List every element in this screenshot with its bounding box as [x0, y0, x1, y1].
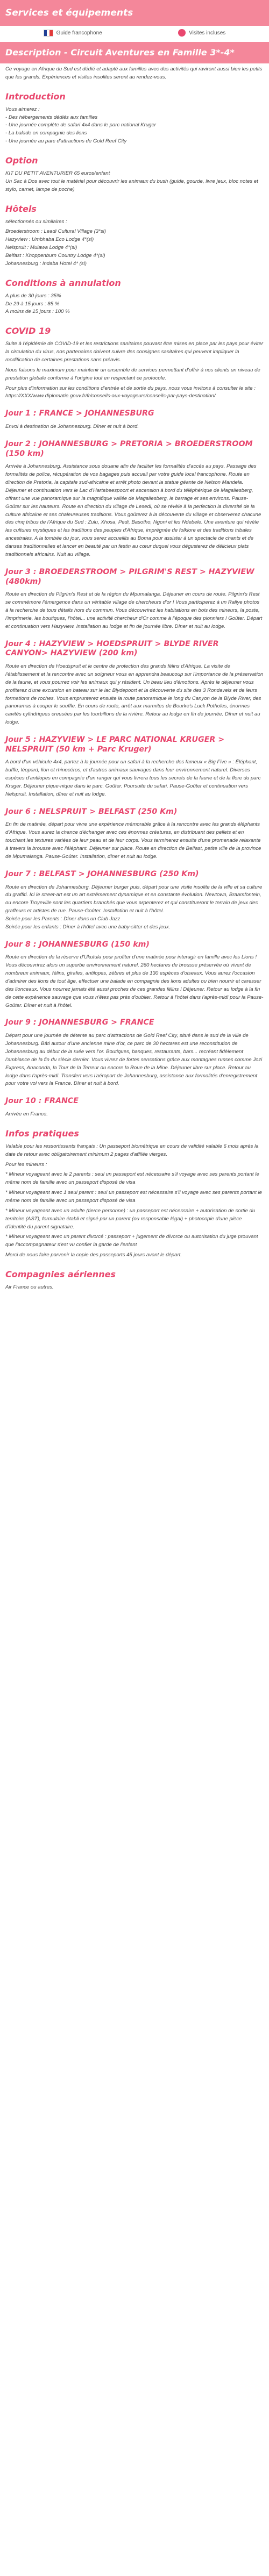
covid-section — [0, 326, 269, 400]
day-title: Jour 10 : FRANCE — [5, 1097, 79, 1106]
hotel-line: Hazyview : Umbhaba Eco Lodge 4*(sl) — [5, 237, 94, 243]
day-5 — [0, 735, 269, 799]
guide-label: Guide francophone — [56, 30, 102, 36]
day-title: Jour 6 : NELSPRUIT > BELFAST (250 Km) — [5, 807, 178, 816]
hotels-intro: sélectionnés ou similaires : — [5, 218, 67, 225]
introduction-section — [0, 91, 269, 146]
conditions-section — [0, 278, 269, 317]
day-text: Arrivée à Johannesburg. Assistance sous douane afin de faciliter les formalités d'accès au pays. Passage des formalités de police, récupération de vos bagages puis accueil par votre guide local francophone. Route en direction de Pretoria, la capitale sud-africaine et arrêt photo devant la statue géante de Nelson Mandela. Déjeuner et continuation vers le Lac d'Hartebeespoort et ascension à bord du téléphérique de Magaliesberg, offrant une vue panoramique sur la magnifique vallée de Magaliesberg, le barrage et ses environs. Pause-Goûter sur les hauteurs. Route en direction du village de Lesedi, où se révèle à la perfection la diversité de la culture africaine et ses chaleureuses traditions. Vous goûterez à la découverte du village et observerez chacune des cinq tribus de l'Afrique du Sud : Zulu, Xhosa, Pedi, Basotho, Ngoni et les Ndebele. Une aventure qui révèle les cultures mystiques et les traditions des peuples d'Afrique, imprégnée de folklore et des traditions tribales ancestrales. A la tombée du jour, vous serez accueillis au Boma pour assister à un spectacle de chants et de danses traditionnelles et lancer en beauté par un festin au cœur duquel vous dégusterez de délicieux plats traditionnels africains. Nuit au village. — [5, 463, 261, 557]
day-text: Arrivée en France. — [5, 1111, 48, 1117]
day-text: Départ pour une journée de détente au parc d'attractions de Gold Reef City, situé dans le sud de la ville de Johannesburg. Bâti autour d'une ancienne mine d'or, ce parc de 30 hectares est une reconstitution de Johannesburg au début de la ruée vers l'or. Boutiques, banques, restaurants, bars... recréant fidèlement l'ambiance de la fin du siècle dernier. Vous vivrez de fortes sensations grâce aux montagnes russes comme Jozi Express, Anaconda, la Tour de la Terreur ou encore la Roue de la Mine. Déjeuner libre sur place. Retour au lodge dans l'après-midi. Transfert vers l'aéroport de Johannesburg, assistance aux formalités d'enregistrement pour votre vol vers la France. Dîner et nuit à bord. — [5, 1033, 263, 1087]
day-1 — [0, 409, 269, 431]
formalities-section — [0, 1128, 269, 1260]
intro-line: - Des hébergements dédiés aux familles — [5, 114, 98, 120]
intro-line: - La balade en compagnie des lions — [5, 130, 87, 137]
hotels-section — [0, 204, 269, 268]
formalities-paragraph: * Mineur voyageant avec un parent divorcé : passeport + jugement de divorce ou autorisation du juge prouvant que l'accompagnateur s'est vu confier la garde de l'enfant — [5, 1234, 258, 1248]
day-7 — [0, 870, 269, 932]
day-10 — [0, 1097, 269, 1119]
day-title: Jour 7 : BELFAST > JOHANNESBURG (250 Km) — [5, 869, 199, 878]
day-text: Route en direction de Pilgrim's Rest et de la région du Mpumalanga. Déjeuner en cours de route. Pilgrim's Rest se commémore l'émergence dans un véritable village de chercheurs d'or ! Vous participerez à un Rallye photos à la recherche de tous détails hors du commun. Vous découvrirez les habitations en bois des mineurs, la poste, l'imprimerie, les boutiques, l'hôtel... une activité chercheur d'Or comme à l'époque des pionniers ! Goûter. Départ et continuation vers Hazyview. Installation au lodge et fin de journée libre. Dîner et nuit au lodge. — [5, 591, 263, 629]
formalities-paragraph: * Mineur voyageant avec un adulte (tierce personne) : un passeport est nécessaire + autorisation de sortie du territoire (AST), formulaire établi et signé par un parent (ou responsable légal) + photocopie d'une pièce d'identité du parent signataire. — [5, 1207, 256, 1230]
guide-item — [44, 29, 102, 37]
formalities-paragraph: Merci de nous faire parvenir la copie des passeports 45 jours avant le départ. — [5, 1252, 182, 1258]
day-title: Jour 8 : JOHANNESBURG (150 km) — [5, 940, 150, 949]
day-title: Jour 5 : HAZYVIEW > LE PARC NATIONAL KRUGER > NELSPRUIT (50 km + Parc Kruger) — [5, 735, 225, 754]
formalities-paragraph: Pour les mineurs : — [5, 1161, 47, 1168]
hotel-line: Belfast : Khoppenburn Country Lodge 4*(sl) — [5, 253, 105, 259]
day-text: Envol à destination de Johannesburg. Dîner et nuit à bord. — [5, 424, 139, 430]
day-3 — [0, 568, 269, 631]
day-2 — [0, 440, 269, 559]
formalities-paragraph: * Mineur voyageant avec 1 seul parent : seul un passeport est nécessaire s'il voyage avec ses parents portant le même nom de famille avec un passeport disposé de visa — [5, 1190, 262, 1204]
covid-paragraph: Pour plus d'information sur les conditions d'entrée et de sortie du pays, nous vous invitons à consulter le site : https://XXX/www.diplomatie.gouv.fr/fr/conseils-aux-voyageurs/conseils-par-pays-destination/ — [5, 385, 256, 399]
conditions-heading: Conditions à annulation — [5, 277, 121, 288]
intro-line: - Une journée au parc d'attractions de Gold Reef City — [5, 138, 127, 145]
description-banner: Description - Circuit Aventures en Famille 3*-4* — [0, 42, 269, 63]
hotels-heading: Hôtels — [5, 203, 37, 214]
france-flag-icon — [44, 30, 53, 37]
option-heading: Option — [5, 155, 38, 166]
hotel-line: Johannesburg : Indaba Hotel 4* (sl) — [5, 260, 87, 267]
airlines-section — [0, 1269, 269, 1292]
intro-text: Ce voyage en Afrique du Sud est dédié et adapté aux familles avec des activités qui raviront aussi bien les petits que les grands. Expériences et visites insolites seront au rendez-vous. — [5, 66, 263, 80]
day-text: Route en direction de Johannesburg. Déjeuner burger puis, départ pour une visite insolite de la ville et sa culture du graffiti. Ici le street-art est un art extrêmement dynamique et en constante évolution. Newtown, Braamfontein, ou encore Troyeville sont les quartiers branchés que vous arpenterez et qui constitueront le terrain de jeux des graffeurs et artistes de rue. Pause-Goûter. Installation et nuit à l'hôtel. Soirée pour les Parents : Dîner dans un Club Jazz Soirée pour les enfants : Dîner à l'hôtel avec une baby-sitter et des jeux. — [5, 884, 263, 930]
day-title: Jour 1 : FRANCE > JOHANNESBURG — [5, 409, 154, 418]
formalities-paragraph: Valable pour les ressortissants français : Un passeport biométrique en cours de validité valable 6 mois après la date de retour avec obligatoirement minimum 2 pages d'affilée vierges. — [5, 1143, 259, 1157]
covid-paragraph: Suite à l'épidémie de COVID-19 et les restrictions sanitaires pouvant être mises en place par les pays pour éviter la circulation du virus, nos partenaires doivent suivre des consignes sanitaires qui peuvent impliquer la modification de certaines prestations sans préavis. — [5, 341, 264, 363]
day-8 — [0, 940, 269, 1010]
intro-line: Vous aimerez : — [5, 106, 40, 112]
intro-line: - Une journée complète de safari 4x4 dans le parc national Kruger — [5, 122, 156, 128]
intro-section — [0, 66, 269, 82]
day-title: Jour 2 : JOHANNESBURG > PRETORIA > BROEDERSTROOM (150 km) — [5, 439, 253, 458]
day-text: A bord d'un véhicule 4x4, partez à la journée pour un safari à la recherche des fameux « Big Five » : Éléphant, buffle, léopard, lion et rhinocéros, et d'autres animaux sauvages dans leur environnement naturel. Diverses espèces d'antilopes en compagnie d'un ranger qui vous livrera tous les secrets de la faune et de la flore du parc Kruger. Déjeuner pique-nique dans le parc. Goûter. Poursuite du safari. Pause-Goûter et continuation vers Nelspruit. Installation, dîner et nuit au lodge. — [5, 759, 261, 797]
day-text: Route en direction de Hoedspruit et le centre de protection des grands félins d'Afrique. La visite de l'établissement et la rencontre avec un soigneur vous en apprendra beaucoup sur l'importance de la préservation de la faune, et vous pourrez voir les animaux qui y résident. Un beau lieu d'émotions. Après le déjeuner vous profiterez d'une excursion en bateau sur le lac Blydepoort et la découverte du site des 3 Rondavels et de leurs formations de roches. Vous emprunterez ensuite la route panoramique le long du Canyon de la Blyde River, des panoramas à couper le souffle. En cours de route, arrêt aux marmites de Bourke's Luck Potholes, énormes cavités cylindriques creusées par les tourbillons de la rivière. Retour au lodge en fin de journée. Dîner et nuit au lodge. — [5, 663, 264, 726]
airlines-heading: Compagnies aériennes — [5, 1269, 116, 1279]
visits-label: Visites incluses — [189, 30, 226, 36]
day-4 — [0, 640, 269, 727]
services-row — [0, 26, 269, 42]
hotel-line: Broederstroom : Leadi Cultural Village (3*sl) — [5, 228, 106, 235]
introduction-heading: Introduction — [5, 91, 66, 102]
covid-paragraph: Nous faisons le maximum pour maintenir un ensemble de services permettant d'offrir à nos clients un niveau de prestation globale conforme à l'origine tout en respectant ce protocole. — [5, 367, 260, 381]
day-title: Jour 9 : JOHANNESBURG > FRANCE — [5, 1018, 154, 1027]
formalities-heading: Infos pratiques — [5, 1128, 79, 1139]
condition-line: A moins de 15 jours : 100 % — [5, 309, 70, 315]
day-6 — [0, 807, 269, 861]
condition-line: A plus de 30 jours : 35% — [5, 292, 61, 299]
day-title: Jour 4 : HAZYVIEW > HOEDSPRUIT > BLYDE RIVER CANYON> HAZYVIEW (200 km) — [5, 639, 219, 658]
option-text: KIT DU PETIT AVENTURIER 65 euros/enfant Un Sac à Dos avec tout le matériel pour découvrir les animaux du bush (guide, gourde, livre jeux, bloc notes et stylo, carnet, lampe de poche) — [5, 170, 258, 192]
visits-item — [178, 29, 225, 37]
option-section — [0, 155, 269, 194]
day-text: En fin de matinée, départ pour vivre une expérience mémorable grâce à la rencontre avec les grands éléphants d'Afrique. Vous aurez la chance d'échanger avec ces énormes créatures, en distribuant des pellets et en touchant les textures variées de leur peau et de leur corps. Vous terminerez ensuite d'une promenade relaxante à travers la brousse avec l'éléphant. Déjeuner sur place. Route en direction de Belfast, petite ville de la province de Mpumalanga. Pause-Goûter. Installation, dîner et nuit au lodge. — [5, 821, 261, 860]
condition-line: De 29 à 15 jours : 85 % — [5, 300, 60, 307]
hotel-line: Nelspruit : Mulawa Lodge 4*(sl) — [5, 245, 77, 251]
formalities-paragraph: * Mineur voyageant avec le 2 parents : seul un passeport est nécessaire s'il voyage avec ses parents portant le même nom de famille avec un passeport disposé de visa — [5, 1171, 259, 1186]
day-text: Route en direction de la réserve d'Ukutula pour profiter d'une matinée pour interagir en famille avec les Lions ! Vous découvrirez alors un superbe environnement naturel, 260 hectares de brousse préservée où vivent de nombreux animaux, félins, girafes, antilopes, zèbres et plus de 130 espèces d'oiseaux. Vous aurez l'occasion d'admirer des lions de tout âge, effectuer une balade en compagnie des lions adultes ou bien nourrir et caresser des lionceaux. Vous nourrez jamais été aussi proches de ces grandes félins ! Déjeuner. Retour au lodge à la fin de cette expérience sauvage que vous n'êtes pas près d'oublier. Retour à l'hôtel dans l'après-midi pour la Pause-Goûter. Dîner et nuit à l'hôtel. — [5, 954, 264, 1008]
covid-heading: COVID 19 — [5, 326, 51, 337]
day-title: Jour 3 : BROEDERSTROOM > PILGRIM'S REST > HAZYVIEW (480km) — [5, 567, 254, 586]
day-9 — [0, 1018, 269, 1088]
visits-icon — [178, 29, 186, 37]
services-header: Services et équipements — [0, 0, 269, 26]
airlines-text: Air France ou autres. — [5, 1284, 54, 1290]
